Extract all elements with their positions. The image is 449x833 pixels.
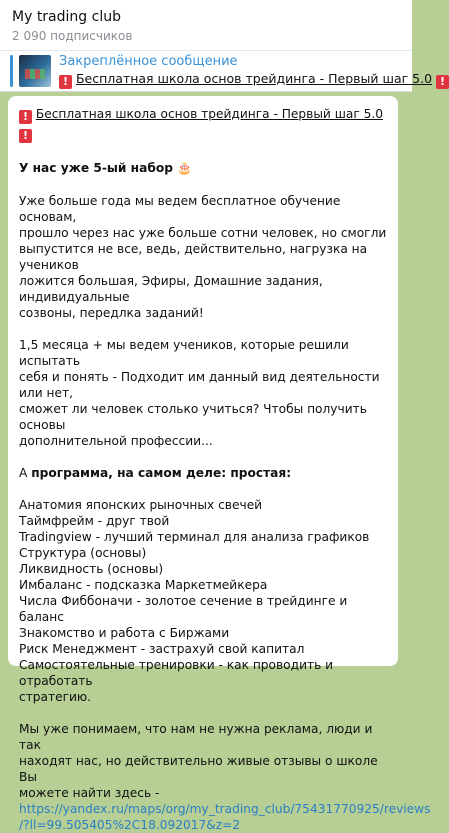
text-line: дополнительной професcии...	[19, 434, 213, 448]
paragraph-reviews	[19, 721, 388, 801]
pinned-thumbnail	[19, 55, 51, 87]
text-line: Уже больше года мы ведем бесплатное обучение основам,	[19, 194, 341, 224]
text-line: 1,5 месяца + мы ведем учеников, которые решили испытать	[19, 338, 349, 368]
cake-icon: 🎂	[177, 161, 193, 175]
post-title-text: Бесплатная школа основ трейдинга - Первый шаг 5.0	[35, 107, 384, 121]
text-line: созвоны, передлка заданий!	[19, 306, 204, 320]
list-item: Таймфрейм - друг твой	[19, 514, 170, 528]
paragraph-intro	[19, 193, 388, 321]
enrollment-text: У нас уже 5-ый набор	[19, 161, 173, 175]
pinned-label: Закреплённое сообщение	[59, 53, 238, 69]
text-line: сможет ли человек столько учиться? Чтобы получить основы	[19, 402, 367, 432]
link-line[interactable]: https://yandex.ru/maps/org/my_trading_club/75431770925/reviews	[19, 802, 431, 816]
list-item: Знакомство и работа с Биржами	[19, 626, 230, 640]
list-item: Ликвидность (основы)	[19, 562, 164, 576]
exclamation-icon: !	[19, 129, 32, 143]
pinned-message-bar[interactable]	[0, 50, 446, 92]
link-line[interactable]: /?ll=99.505405%2C18.092017&z=2	[19, 818, 241, 832]
pinned-indicator	[10, 55, 13, 87]
list-item: Структура (основы)	[19, 546, 147, 560]
channel-header[interactable]	[0, 0, 412, 50]
post-title	[19, 105, 388, 143]
text-line: Мы уже понимаем, что нам не нужна реклама, люди и так	[19, 722, 373, 752]
text-line: прошло через нас уже больше сотни человек, но смогли	[19, 226, 387, 240]
pinned-preview-text: Бесплатная школа основ трейдинга - Первый шаг 5.0	[75, 70, 433, 86]
pinned-text	[59, 54, 449, 89]
list-item: Tradingview - лучший терминал для анализа графиков	[19, 530, 370, 544]
program-heading-bold: программа, на самом деле: простая:	[31, 466, 292, 480]
reviews-link[interactable]	[19, 801, 431, 833]
text-line: выпустится не все, ведь, действительно, нагрузка на учеников	[19, 242, 368, 272]
list-item: Числа Фиббоначи - золотое сечение в трейдинге и баланс	[19, 594, 348, 624]
list-item: Имбаланс - подсказка Маркетмейкера	[19, 578, 268, 592]
enrollment-line	[19, 159, 388, 177]
list-item: Риск Менеджмент - застрахуй свой капитал	[19, 642, 305, 656]
list-item: Анатомия японских рыночных свечей	[19, 498, 263, 512]
text-line: можете найти здесь -	[19, 786, 160, 800]
pinned-preview	[59, 70, 449, 89]
list-item: стратегию.	[19, 690, 92, 704]
text-line: находят нас, но действительно живые отзывы о школе Вы	[19, 754, 378, 784]
program-list	[19, 497, 388, 705]
program-heading	[19, 465, 388, 481]
message-bubble	[8, 96, 431, 832]
exclamation-icon: !	[436, 75, 449, 89]
exclamation-icon: !	[19, 110, 32, 124]
subscriber-count: 2 090 подписчиков	[12, 29, 133, 43]
text-line: ложится большая, Эфиры, Домашние задания, индивидуальные	[19, 274, 323, 304]
list-item: Самостоятельные тренировки - как проводить и отработать	[19, 658, 334, 688]
paragraph-duration	[19, 337, 388, 449]
program-prefix: А	[19, 466, 32, 480]
exclamation-icon: !	[59, 75, 72, 89]
text-line: себя и понять - Подходит им данный вид деятельности или нет,	[19, 370, 380, 400]
channel-title: My trading club	[12, 9, 121, 25]
